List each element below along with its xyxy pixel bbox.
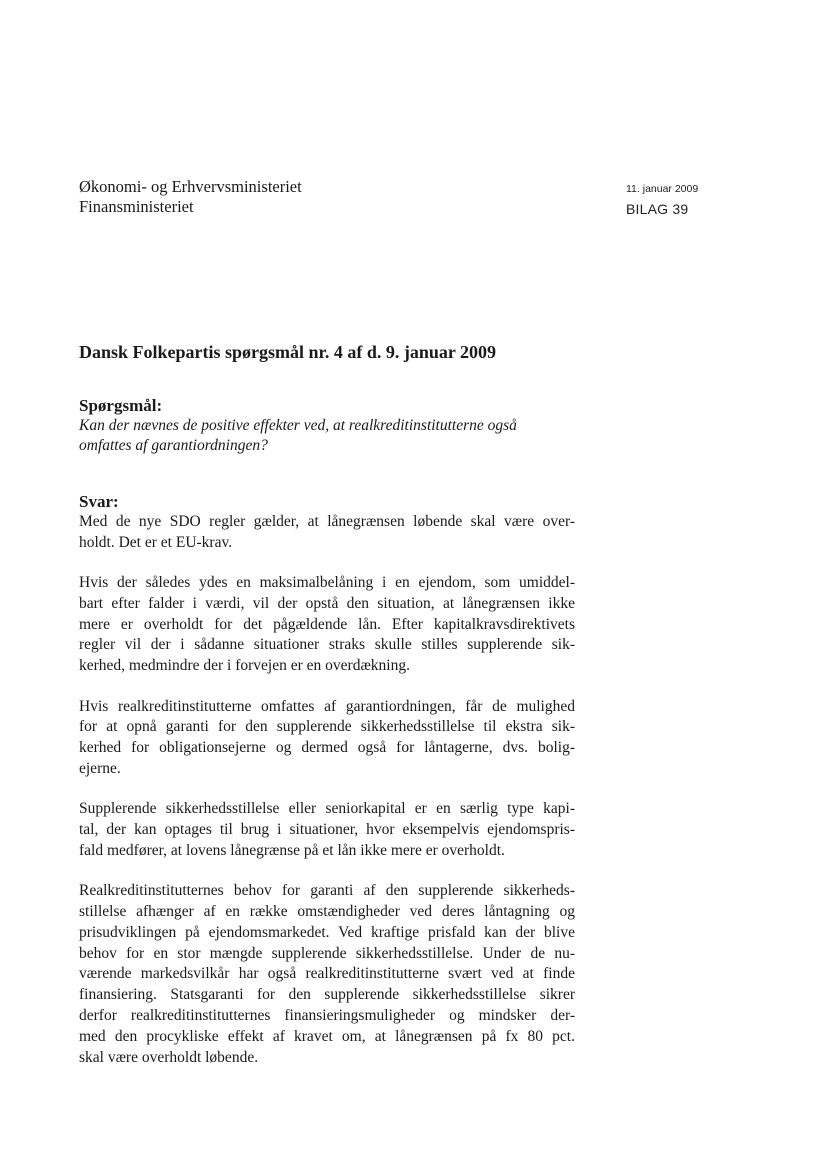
answer-line: bart efter falder i værdi, vil der opstå den situation, at lånegrænsen ikke [79, 594, 575, 612]
bilag-number: BILAG 39 [626, 201, 689, 217]
answer-line: fald medfører, at lovens lånegrænse på et lån ikke mere er overholdt. [79, 841, 505, 859]
question-section [79, 396, 579, 456]
answer-line: mere er overholdt for det pågældende lån. Efter kapitalkravsdirektivets [79, 615, 575, 633]
answer-line: for at opnå garanti for den supplerende sikkerhedsstillelse til ekstra sik- [79, 718, 575, 736]
answer-heading: Svar: [79, 492, 119, 511]
answer-line: skal være overholdt løbende. [79, 1048, 259, 1066]
answer-line: holdt. Det er et EU-krav. [79, 533, 233, 551]
document-meta [626, 182, 698, 218]
question-heading: Spørgsmål: [79, 396, 163, 415]
answer-line: Med de nye SDO regler gælder, at lånegrænsen løbende skal være over- [79, 513, 575, 530]
answer-line: Realkreditinstitutternes behov for garanti af den supplerende sikkerheds- [79, 882, 575, 900]
answer-line: regler vil der i sådanne situationer straks skulle stilles supplerende sik- [79, 636, 575, 654]
answer-line: med den procykliske effekt af kravet om, at lånegrænsen på fx 80 pct. [79, 1027, 575, 1045]
question-text [79, 416, 579, 456]
answer-body [79, 512, 575, 1068]
answer-line: Hvis realkreditinstitutterne omfattes af garantiordningen, får de mulighed [79, 697, 575, 715]
answer-paragraph [79, 512, 575, 554]
document-date: 11. januar 2009 [626, 183, 699, 195]
answer-line: Hvis der således ydes en maksimalbelåning i en ejendom, som umiddel- [79, 574, 575, 592]
answer-line: finansiering. Statsgaranti for den supplerende sikkerhedsstillelse sikrer [79, 986, 575, 1004]
ministry-line: Finansministeriet [79, 197, 194, 216]
page-title: Dansk Folkepartis spørgsmål nr. 4 af d. 9. januar 2009 [79, 342, 497, 362]
answer-line: ejerne. [79, 759, 121, 777]
ministry-line: Økonomi- og Erhvervsministeriet [79, 177, 302, 196]
answer-section [79, 492, 575, 1088]
answer-line: tal, der kan optages til brug i situationer, hvor eksempelvis ejendomspris- [79, 821, 575, 839]
answer-line: værende markedsvilkår har også realkreditinstitutterne svært ved at finde [79, 965, 575, 983]
question-line: omfattes af garantiordningen? [79, 437, 268, 454]
answer-line: kerhed, medmindre der i forvejen er en overdækning. [79, 657, 410, 675]
answer-line: stillelse afhænger af en række omstændigheder ved deres låntagning og [79, 902, 575, 920]
answer-paragraph [79, 799, 575, 861]
answer-line: Supplerende sikkerhedsstillelse eller seniorkapital er en særlig type kapi- [79, 800, 575, 818]
answer-paragraph [79, 697, 575, 780]
question-line: Kan der nævnes de positive effekter ved, at realkreditinstitutterne også [79, 417, 517, 434]
answer-line: derfor realkreditinstitutternes finansieringsmuligheder og mindsker der- [79, 1006, 575, 1024]
answer-line: behov for en stor mængde supplerende sikkerhedsstillelse. Under de nu- [79, 944, 575, 962]
answer-paragraph [79, 573, 575, 677]
answer-line: kerhed for obligationsejerne og dermed også for låntagerne, dvs. bolig- [79, 739, 575, 757]
answer-paragraph [79, 881, 575, 1068]
ministry-block [79, 177, 302, 217]
answer-line: prisudviklingen på ejendomsmarkedet. Ved kraftige prisfald kan der blive [79, 923, 575, 941]
